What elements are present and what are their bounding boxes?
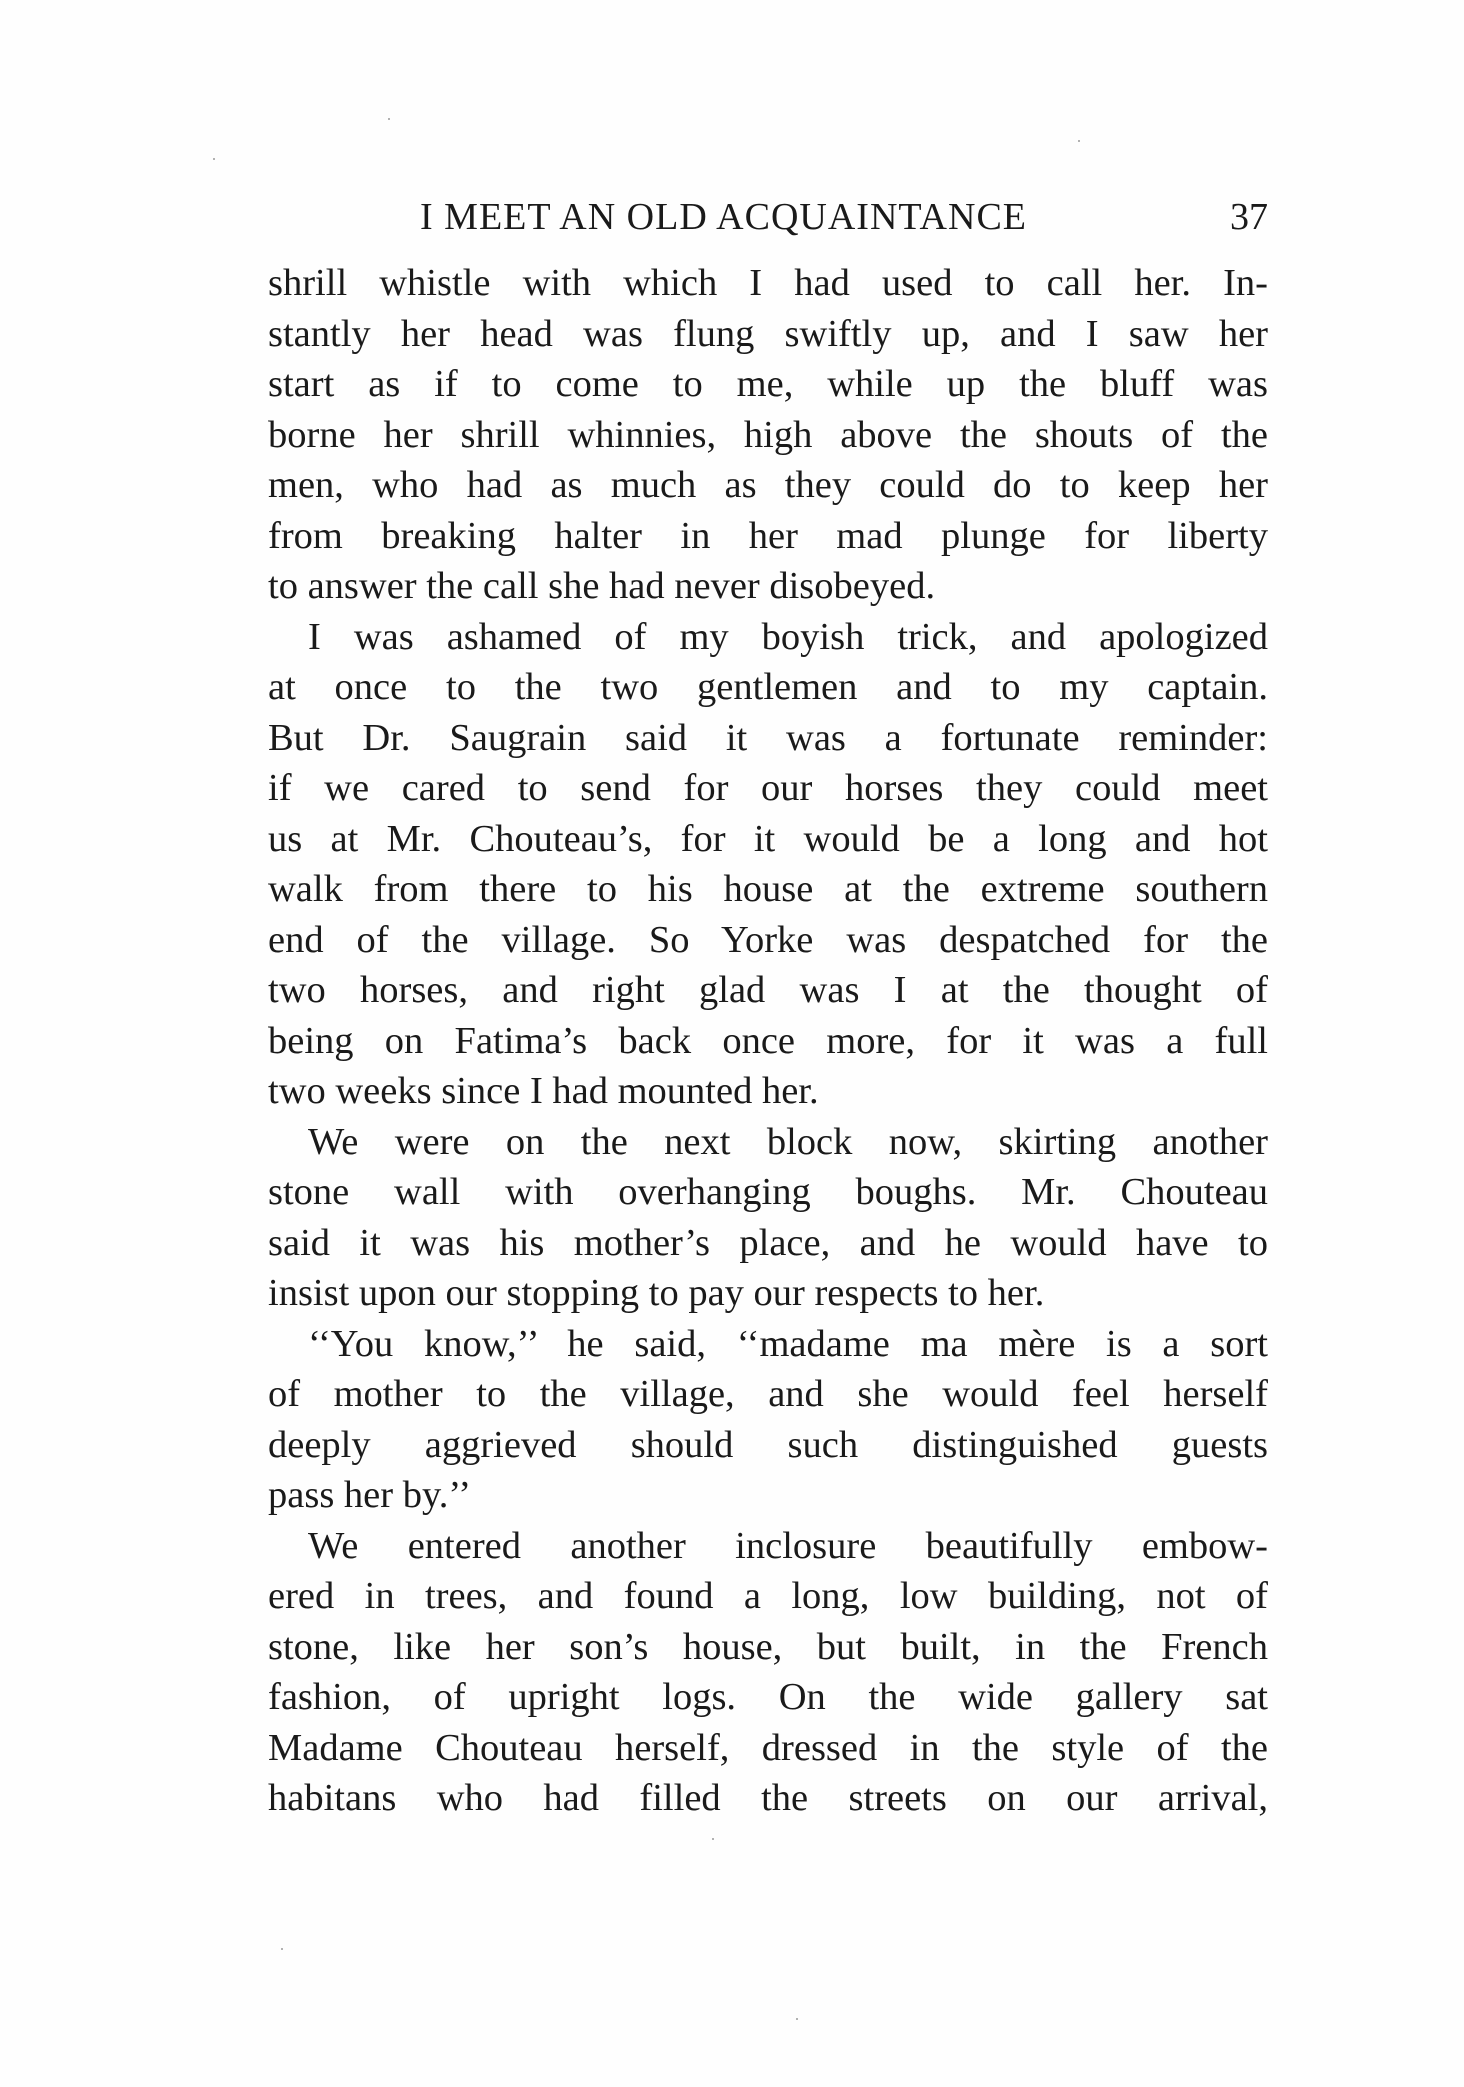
body-text: [268, 258, 1268, 1824]
paper-speck: [281, 1948, 283, 1950]
text-line: being on Fatima’s back once more, for it was a full: [268, 1019, 1268, 1062]
text-line: shrill whistle with which I had used to call her. In-: [268, 262, 1268, 304]
text-line: deeply aggrieved should such distinguished guests: [268, 1423, 1268, 1466]
text-line: end of the village. So Yorke was despatched for the: [268, 918, 1268, 961]
text-line: from breaking halter in her mad plunge for liberty: [268, 514, 1268, 557]
text-line: two horses, and right glad was I at the thought of: [268, 969, 1268, 1011]
text-line: borne her shrill whinnies, high above the shouts of the: [268, 413, 1268, 456]
text-line: insist upon our stopping to pay our respects to her.: [268, 1272, 1045, 1314]
text-line: We entered another inclosure beautifully embow-: [308, 1524, 1268, 1567]
text-line: two weeks since I had mounted her.: [268, 1070, 819, 1112]
page-number: 37: [1230, 196, 1268, 238]
text-line: if we cared to send for our horses they could meet: [268, 767, 1268, 809]
paper-speck: [712, 1838, 714, 1840]
text-line: stone wall with overhanging boughs. Mr. Chouteau: [268, 1171, 1268, 1213]
text-line: habitans who had filled the streets on our arrival,: [268, 1777, 1268, 1819]
running-head: [268, 192, 1268, 242]
text-line: to answer the call she had never disobeyed.: [268, 565, 936, 607]
text-line: ered in trees, and found a long, low building, not of: [268, 1575, 1268, 1617]
text-line: of mother to the village, and she would feel herself: [268, 1373, 1268, 1415]
paper-speck: [796, 2018, 798, 2020]
text-line: Madame Chouteau herself, dressed in the style of the: [268, 1726, 1268, 1769]
text-line: us at Mr. Chouteau’s, for it would be a long and hot: [268, 817, 1268, 860]
text-line: said it was his mother’s place, and he would have to: [268, 1221, 1268, 1264]
text-line: ‘‘You know,’’ he said, ‘‘madame ma mère is a sort: [308, 1322, 1268, 1365]
text-line: fashion, of upright logs. On the wide gallery sat: [268, 1676, 1268, 1718]
text-line: men, who had as much as they could do to keep her: [268, 464, 1268, 506]
text-line: stantly her head was flung swiftly up, and I saw her: [268, 312, 1268, 355]
text-line: walk from there to his house at the extreme southern: [268, 868, 1268, 910]
text-line: stone, like her son’s house, but built, in the French: [268, 1625, 1268, 1668]
text-line: We were on the next block now, skirting another: [308, 1120, 1268, 1163]
paper-speck: [1078, 140, 1080, 142]
paper-speck: [213, 158, 215, 160]
paper-speck: [388, 118, 390, 120]
text-line: But Dr. Saugrain said it was a fortunate reminder:: [268, 716, 1268, 759]
text-line: pass her by.’’: [268, 1474, 472, 1516]
chapter-title: I MEET AN OLD ACQUAINTANCE: [420, 196, 1028, 238]
text-line: start as if to come to me, while up the bluff was: [268, 363, 1268, 405]
text-line: at once to the two gentlemen and to my captain.: [268, 666, 1268, 708]
text-line: I was ashamed of my boyish trick, and apologized: [308, 615, 1268, 658]
